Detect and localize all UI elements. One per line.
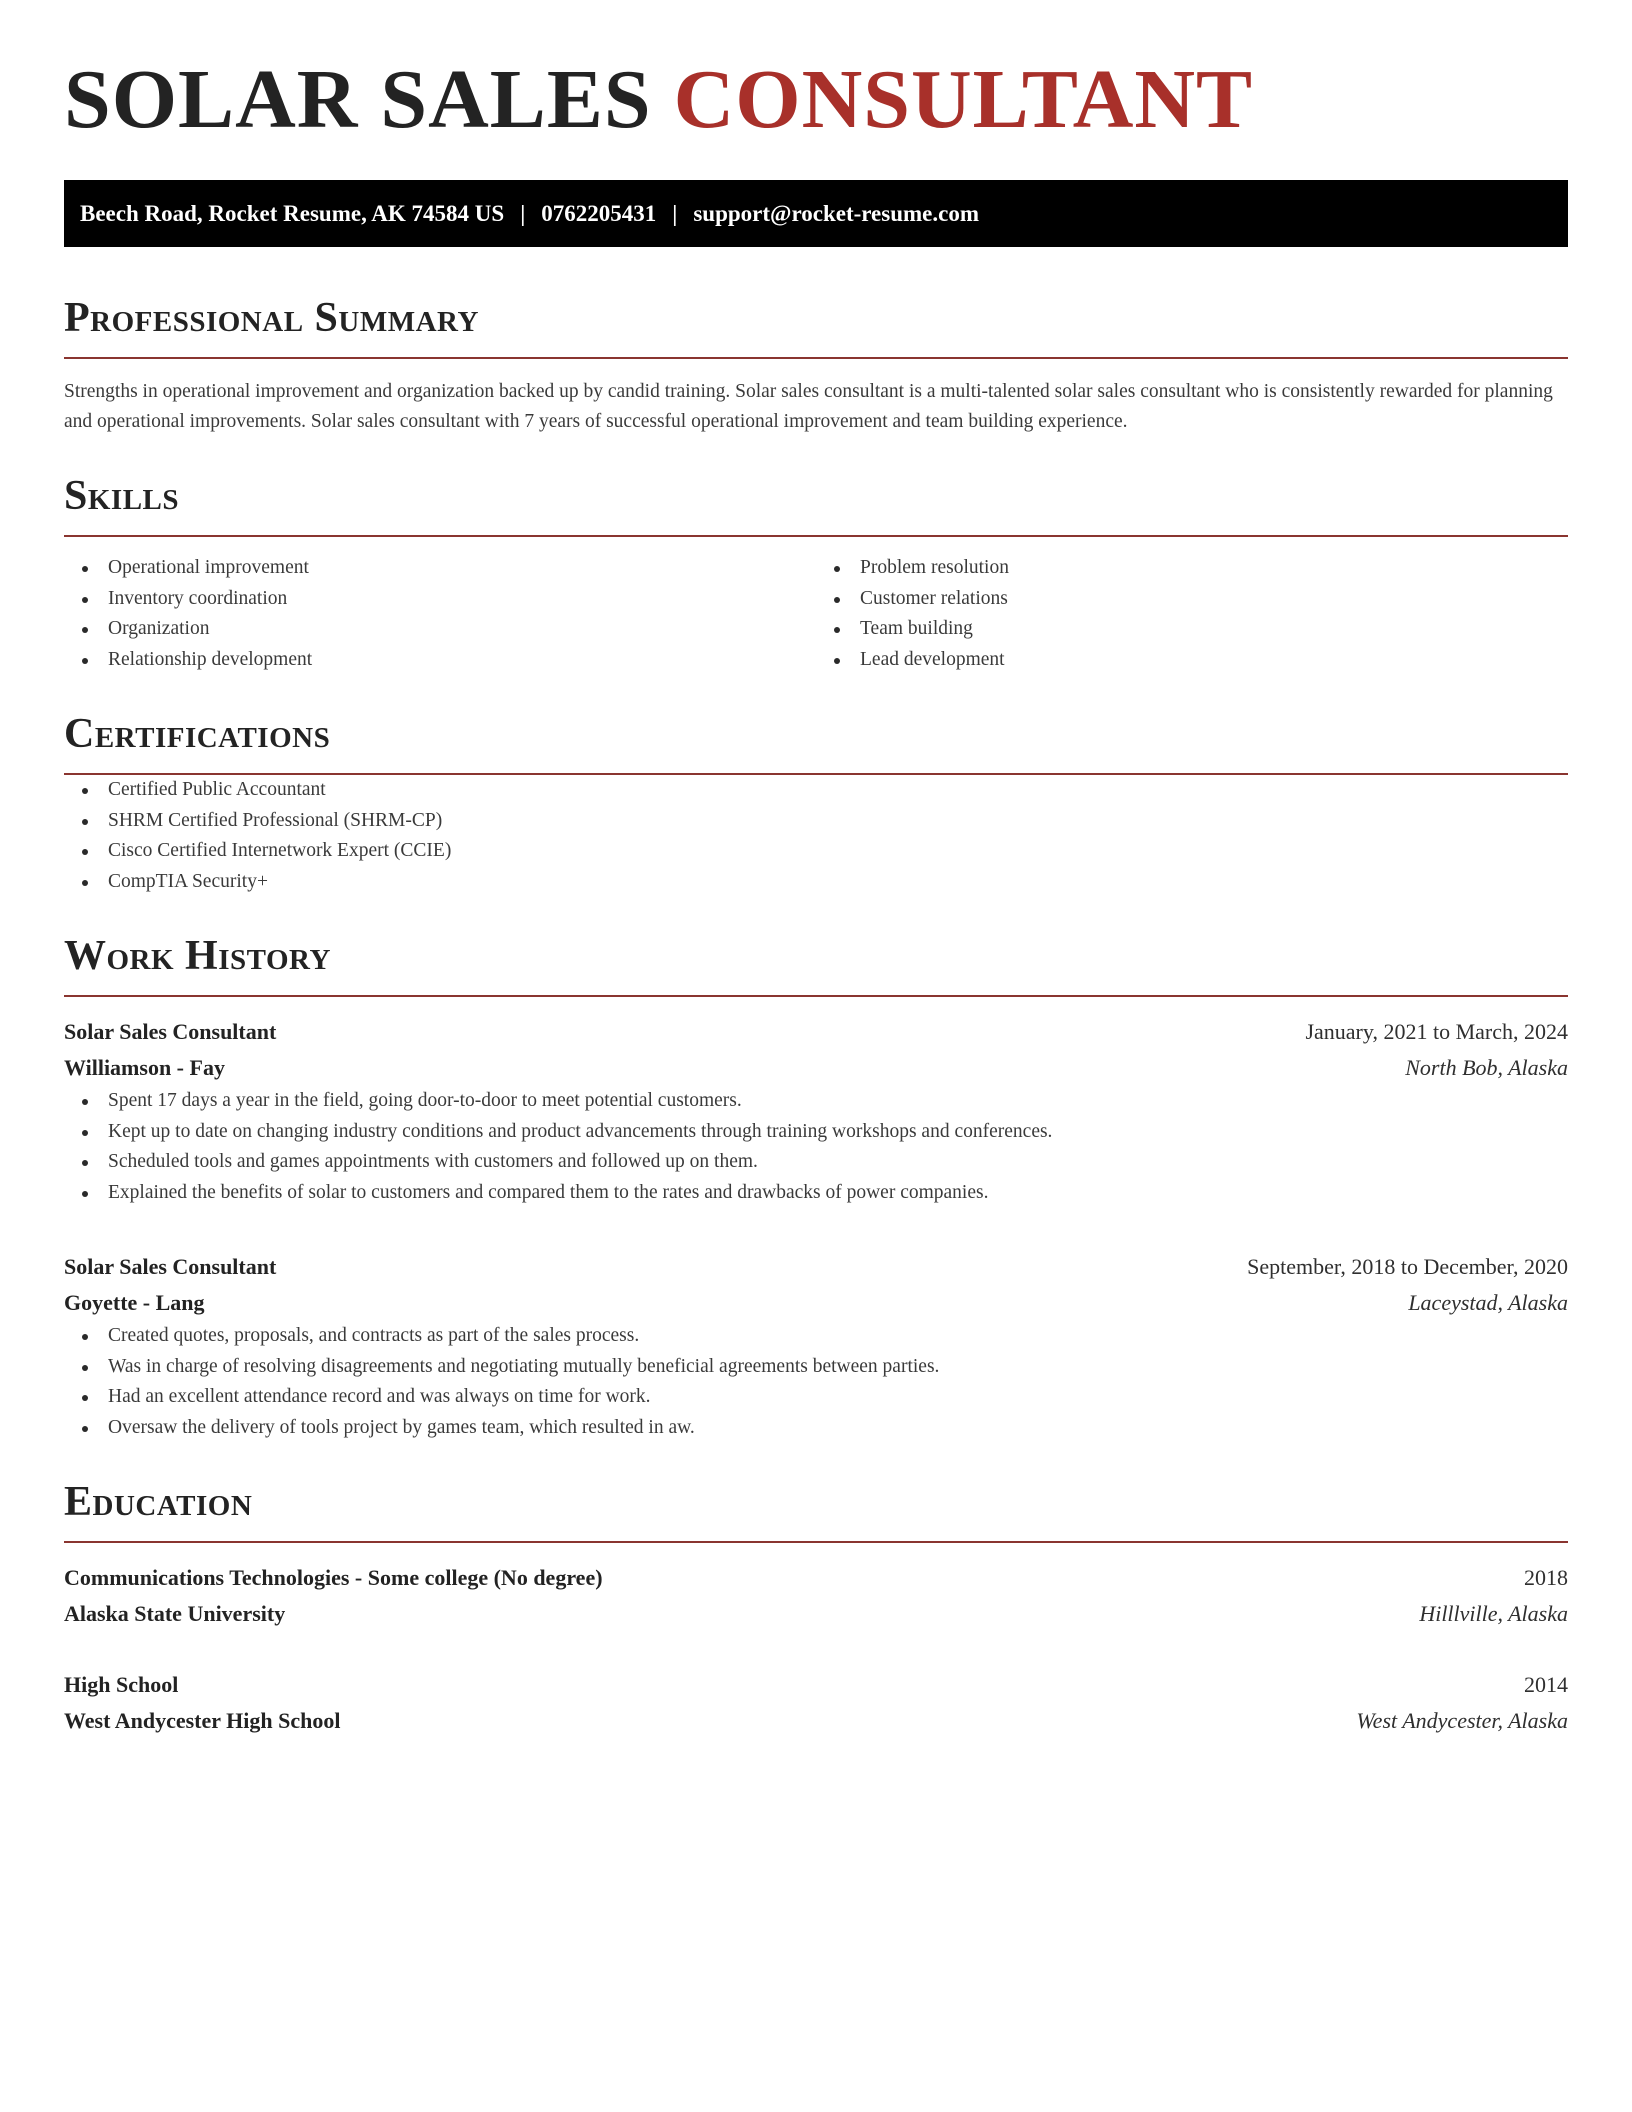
skill-item: Problem resolution xyxy=(816,553,1568,584)
contact-separator: | xyxy=(520,200,526,226)
education-location: Hilllville, Alaska xyxy=(1419,1601,1568,1626)
job-title: Solar Sales Consultant xyxy=(64,1254,277,1279)
work-history-section xyxy=(64,935,1568,1443)
contact-email: support@rocket-resume.com xyxy=(693,200,979,226)
section-title-education: Education xyxy=(64,1479,253,1525)
job-dates: January, 2021 to March, 2024 xyxy=(1305,1019,1568,1044)
job-bullet: Scheduled tools and games appointments with customers and followed up on them. xyxy=(64,1147,1568,1178)
skill-item: Lead development xyxy=(816,645,1568,676)
job-dates: September, 2018 to December, 2020 xyxy=(1247,1254,1568,1279)
education-school-row xyxy=(64,1596,1568,1632)
contact-separator: | xyxy=(672,200,678,226)
section-title-certifications: Certifications xyxy=(64,711,331,757)
education-degree: High School xyxy=(64,1672,179,1697)
skill-item: Operational improvement xyxy=(64,553,816,584)
certification-item: CompTIA Security+ xyxy=(64,867,1568,898)
job-header-row xyxy=(64,1249,1568,1285)
education-entry xyxy=(64,1667,1568,1739)
candidate-name xyxy=(64,53,1568,146)
section-title-summary: Professional Summary xyxy=(64,295,479,341)
section-title-skills: Skills xyxy=(64,473,180,519)
skill-item: Customer relations xyxy=(816,584,1568,615)
certification-item: Certified Public Accountant xyxy=(64,775,1568,806)
contact-bar xyxy=(64,180,1568,247)
job-bullet: Spent 17 days a year in the field, going door-to-door to meet potential customers. xyxy=(64,1086,1568,1117)
skill-item: Organization xyxy=(64,614,816,645)
skill-item: Team building xyxy=(816,614,1568,645)
job-bullet: Had an excellent attendance record and was always on time for work. xyxy=(64,1382,1568,1413)
education-school: West Andycester High School xyxy=(64,1708,341,1733)
job-header-row xyxy=(64,1014,1568,1050)
job-bullets xyxy=(64,1321,1568,1443)
skills-grid xyxy=(64,553,1568,675)
job-location: Laceystad, Alaska xyxy=(1408,1290,1568,1315)
summary-section xyxy=(64,297,1568,437)
certification-item: SHRM Certified Professional (SHRM-CP) xyxy=(64,806,1568,837)
job-title: Solar Sales Consultant xyxy=(64,1019,277,1044)
contact-address: Beech Road, Rocket Resume, AK 74584 US xyxy=(80,200,505,226)
education-year: 2018 xyxy=(1524,1565,1568,1590)
skills-list-left xyxy=(64,553,816,675)
certifications-section xyxy=(64,713,1568,897)
job-company-row xyxy=(64,1285,1568,1321)
skills-list-right xyxy=(816,553,1568,675)
section-divider xyxy=(64,535,1568,537)
job-location: North Bob, Alaska xyxy=(1405,1055,1568,1080)
section-divider xyxy=(64,357,1568,359)
job-bullet: Explained the benefits of solar to customers and compared them to the rates and drawbacks of power companies. xyxy=(64,1178,1568,1209)
job-bullets xyxy=(64,1086,1568,1208)
skills-section xyxy=(64,475,1568,675)
contact-phone: 0762205431 xyxy=(541,200,657,226)
summary-text: Strengths in operational improvement and organization backed up by candid training. Solar sales consultant is a multi-talented solar sales consultant who is consistently rewarded for planning and operational improvements. Solar sales consultant with 7 years of successful operational improvement and team building experience. xyxy=(64,381,1553,432)
education-header-row xyxy=(64,1560,1568,1596)
education-entry xyxy=(64,1560,1568,1632)
name-last: CONSULTANT xyxy=(673,53,1254,146)
job-bullet: Was in charge of resolving disagreements and negotiating mutually beneficial agreements between parties. xyxy=(64,1352,1568,1383)
section-divider xyxy=(64,995,1568,997)
education-header-row xyxy=(64,1667,1568,1703)
education-school: Alaska State University xyxy=(64,1601,286,1626)
name-first: SOLAR SALES xyxy=(64,53,652,146)
job-company: Goyette - Lang xyxy=(64,1290,205,1315)
job-entry xyxy=(64,1249,1568,1443)
education-location: West Andycester, Alaska xyxy=(1356,1708,1568,1733)
education-year: 2014 xyxy=(1524,1672,1568,1697)
job-entry xyxy=(64,1014,1568,1208)
education-degree: Communications Technologies - Some college (No degree) xyxy=(64,1565,603,1590)
education-school-row xyxy=(64,1703,1568,1739)
section-title-work-history: Work History xyxy=(64,933,331,979)
job-bullet: Created quotes, proposals, and contracts as part of the sales process. xyxy=(64,1321,1568,1352)
skill-item: Inventory coordination xyxy=(64,584,816,615)
job-bullet: Kept up to date on changing industry conditions and product advancements through training workshops and conferences. xyxy=(64,1117,1568,1148)
job-company: Williamson - Fay xyxy=(64,1055,225,1080)
certifications-list xyxy=(64,775,1568,897)
education-section xyxy=(64,1481,1568,1739)
job-bullet: Oversaw the delivery of tools project by games team, which resulted in aw. xyxy=(64,1413,1568,1444)
section-divider xyxy=(64,1541,1568,1543)
skill-item: Relationship development xyxy=(64,645,816,676)
certification-item: Cisco Certified Internetwork Expert (CCIE) xyxy=(64,836,1568,867)
job-company-row xyxy=(64,1050,1568,1086)
